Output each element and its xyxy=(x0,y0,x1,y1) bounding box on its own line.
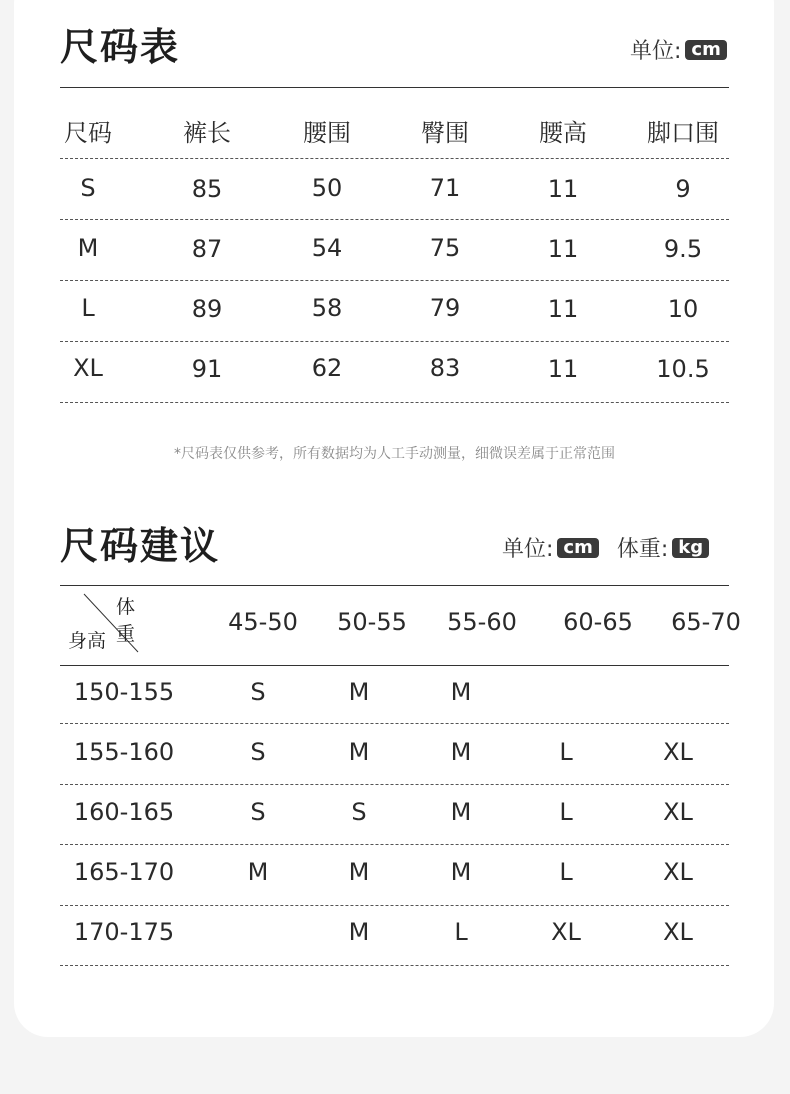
size-chart-cell: 9 xyxy=(675,175,691,203)
recommended-size-cell: L xyxy=(559,798,573,826)
size-chart-cell: 10 xyxy=(667,295,699,323)
size-chart-note: *尺码表仅供参考，所有数据均为人工手动测量，细微误差属于正常范围 xyxy=(174,446,615,462)
size-chart-cell: XL xyxy=(73,354,103,382)
row-divider xyxy=(60,965,729,966)
recommend-top-rule xyxy=(60,585,729,586)
size-chart-cell: 71 xyxy=(429,174,461,202)
recommended-size-cell: L xyxy=(559,738,573,766)
recommend-units xyxy=(502,532,709,563)
recommended-size-cell: S xyxy=(351,798,367,826)
size-chart-unit xyxy=(630,34,727,65)
height-range-cell: 155-160 xyxy=(73,738,175,766)
recommended-size-cell: L xyxy=(559,858,573,886)
size-chart-header-cell: 腰围 xyxy=(303,119,351,147)
weight-unit-badge: kg xyxy=(672,538,709,558)
recommended-size-cell: M xyxy=(450,738,472,766)
recommended-size-cell: XL xyxy=(663,858,693,886)
row-divider xyxy=(60,905,729,906)
size-chart-header-cell: 腰高 xyxy=(539,119,587,147)
weight-range-header: 65-70 xyxy=(671,608,741,636)
size-chart-header-cell: 裤长 xyxy=(183,119,231,147)
corner-height-label: 身高 xyxy=(68,630,107,652)
weight-range-header: 60-65 xyxy=(563,608,633,636)
size-chart-cell: 87 xyxy=(191,235,223,263)
recommended-size-cell: XL xyxy=(663,738,693,766)
size-chart-header-cell: 脚口围 xyxy=(647,119,719,147)
unit-badge: cm xyxy=(685,40,726,60)
height-range-cell: 170-175 xyxy=(73,918,175,946)
size-chart-cell: 11 xyxy=(547,235,579,263)
size-chart-top-rule xyxy=(60,87,729,88)
weight-label: 体重: xyxy=(616,537,669,562)
size-chart-cell: 85 xyxy=(191,175,223,203)
recommended-size-cell: M xyxy=(247,858,269,886)
corner-weight-label: 体重 xyxy=(116,596,136,645)
unit-label: 单位: xyxy=(502,537,554,562)
row-divider xyxy=(60,341,729,342)
row-divider xyxy=(60,844,729,845)
row-divider xyxy=(60,280,729,281)
recommended-size-cell: XL xyxy=(663,918,693,946)
recommend-title: 尺码建议 xyxy=(60,524,221,568)
size-chart-cell: 9.5 xyxy=(663,235,703,263)
recommended-size-cell: XL xyxy=(551,918,581,946)
row-divider xyxy=(60,158,729,159)
size-chart-title: 尺码表 xyxy=(60,25,181,69)
size-chart-cell: 75 xyxy=(429,234,461,262)
unit-label: 单位: xyxy=(630,39,682,64)
recommended-size-cell: M xyxy=(348,858,370,886)
size-chart-cell: 54 xyxy=(311,234,343,262)
size-chart-cell: M xyxy=(77,234,99,262)
recommended-size-cell: M xyxy=(348,918,370,946)
row-divider xyxy=(60,402,729,403)
recommended-size-cell: S xyxy=(250,798,266,826)
height-range-cell: 165-170 xyxy=(73,858,175,886)
recommended-size-cell: M xyxy=(450,858,472,886)
size-chart-cell: S xyxy=(80,174,96,202)
corner-header xyxy=(60,586,150,664)
recommended-size-cell: S xyxy=(250,678,266,706)
weight-range-header: 55-60 xyxy=(447,608,517,636)
size-chart-cell: 91 xyxy=(191,355,223,383)
recommended-size-cell: M xyxy=(450,798,472,826)
size-chart-header-cell: 尺码 xyxy=(64,119,112,147)
weight-range-header: 45-50 xyxy=(228,608,298,636)
row-divider xyxy=(60,784,729,785)
size-chart-cell: 62 xyxy=(311,354,343,382)
size-chart-cell: L xyxy=(81,294,95,322)
weight-range-header: 50-55 xyxy=(337,608,407,636)
recommended-size-cell: S xyxy=(250,738,266,766)
row-divider xyxy=(60,723,729,724)
recommended-size-cell: M xyxy=(348,738,370,766)
size-chart-cell: 50 xyxy=(311,174,343,202)
height-range-cell: 150-155 xyxy=(73,678,175,706)
height-range-cell: 160-165 xyxy=(73,798,175,826)
unit-badge: cm xyxy=(557,538,598,558)
recommended-size-cell: L xyxy=(454,918,468,946)
row-divider xyxy=(60,219,729,220)
size-chart-cell: 11 xyxy=(547,355,579,383)
size-chart-header-cell: 臀围 xyxy=(421,119,469,147)
header-divider xyxy=(60,665,729,666)
size-chart-cell: 10.5 xyxy=(656,355,710,383)
size-chart-cell: 11 xyxy=(547,175,579,203)
size-chart-cell: 79 xyxy=(429,294,461,322)
recommended-size-cell: M xyxy=(348,678,370,706)
size-chart-cell: 58 xyxy=(311,294,343,322)
size-chart-cell: 11 xyxy=(547,295,579,323)
size-chart-cell: 83 xyxy=(429,354,461,382)
recommended-size-cell: M xyxy=(450,678,472,706)
size-chart-cell: 89 xyxy=(191,295,223,323)
recommended-size-cell: XL xyxy=(663,798,693,826)
